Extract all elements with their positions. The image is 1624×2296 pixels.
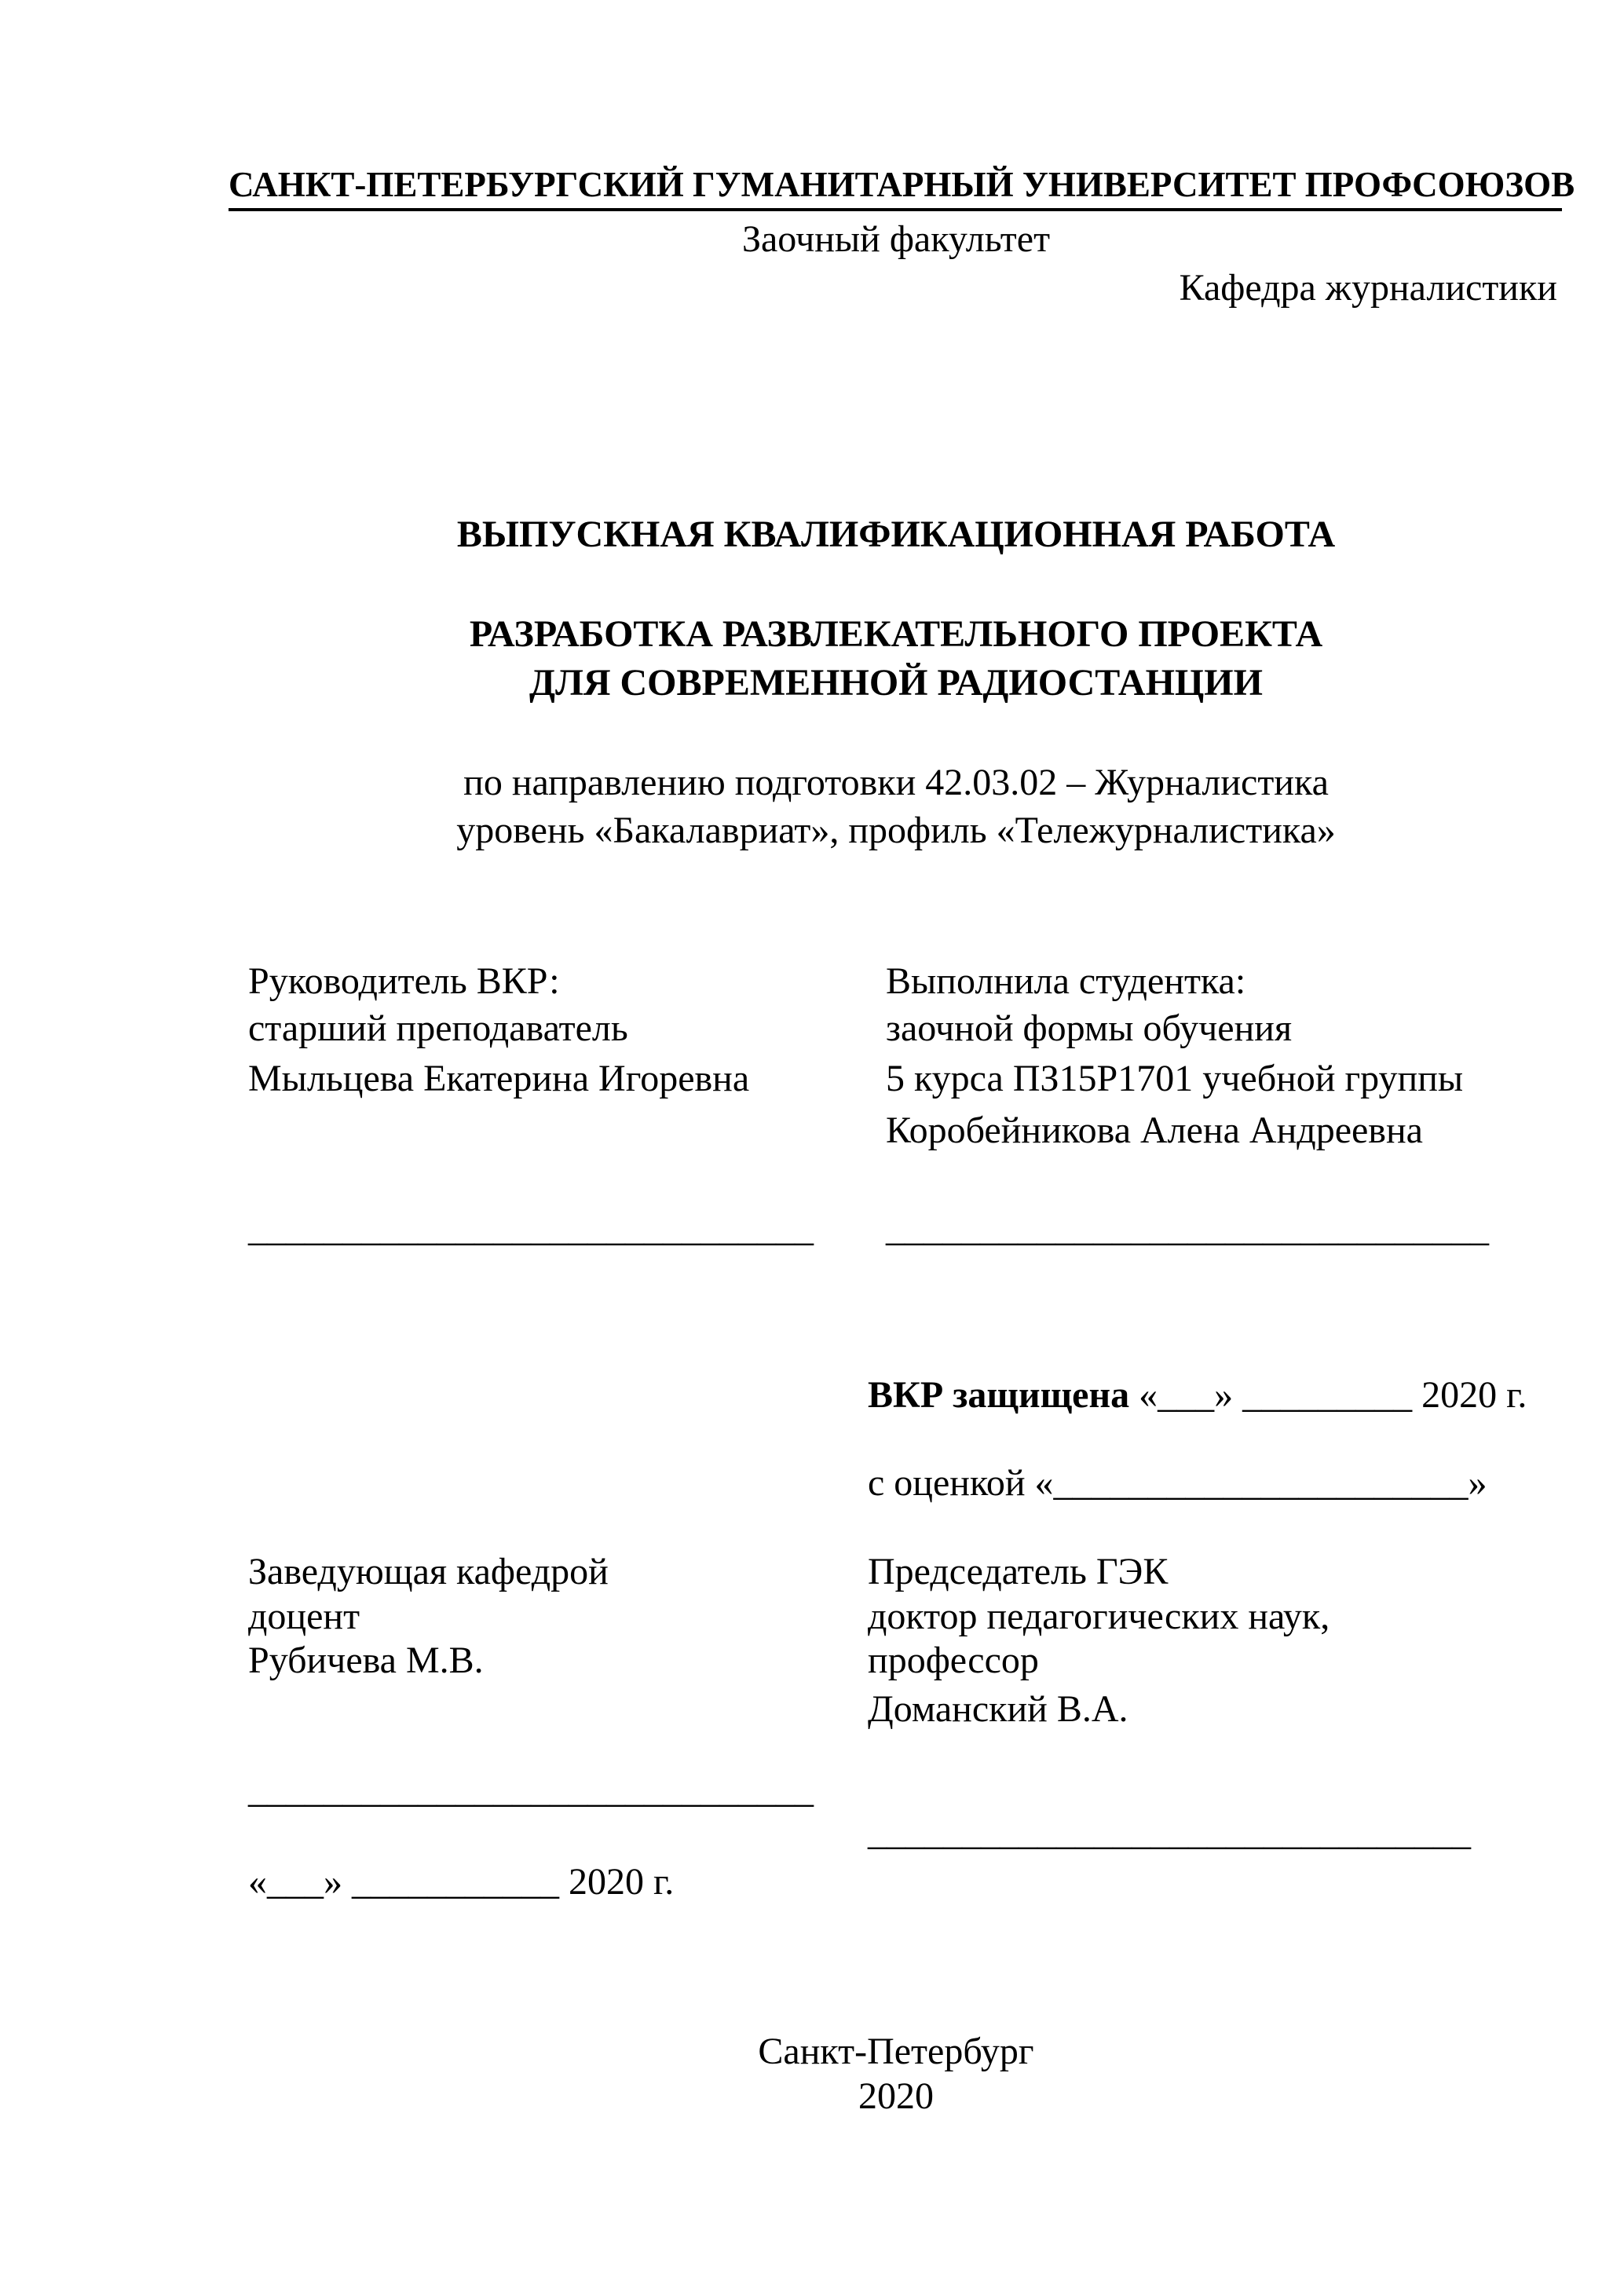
head-name: Рубичева М.В. bbox=[248, 1640, 484, 1681]
head-label: Заведующая кафедрой bbox=[248, 1551, 609, 1592]
head-signature-line: ______________________________ bbox=[248, 1769, 814, 1811]
supervisor-signature-line: ______________________________ bbox=[248, 1208, 814, 1249]
header-divider bbox=[229, 208, 1562, 211]
topic-line-2: ДЛЯ СОВРЕМЕННОЙ РАДИОСТАНЦИИ bbox=[529, 662, 1263, 704]
student-name: Коробейникова Алена Андреевна bbox=[886, 1110, 1423, 1151]
chairman-label: Председатель ГЭК bbox=[868, 1551, 1169, 1592]
student-form: заочной формы обучения bbox=[886, 1007, 1293, 1049]
supervisor-name: Мыльцева Екатерина Игоревна bbox=[248, 1058, 750, 1099]
work-type-title: ВЫПУСКНАЯ КВАЛИФИКАЦИОННАЯ РАБОТА bbox=[456, 514, 1336, 555]
supervisor-label: Руководитель ВКР: bbox=[248, 960, 560, 1002]
university-name: САНКТ-ПЕТЕРБУРГСКИЙ ГУМАНИТАРНЫЙ УНИВЕРСИТЕТ ПРОФСОЮЗОВ bbox=[229, 165, 1575, 204]
chairman-position: профессор bbox=[868, 1640, 1039, 1681]
head-signature-date: «___» ___________ 2020 г. bbox=[248, 1861, 675, 1903]
chairman-degree: доктор педагогических наук, bbox=[868, 1596, 1330, 1637]
department: Кафедра журналистики bbox=[1179, 267, 1557, 309]
student-signature-line: ________________________________ bbox=[886, 1208, 1489, 1249]
head-position: доцент bbox=[248, 1596, 360, 1637]
defense-line bbox=[868, 1372, 1527, 1419]
chairman-signature-line: ________________________________ bbox=[868, 1812, 1471, 1853]
defense-grade: с оценкой «______________________» bbox=[868, 1462, 1487, 1504]
defense-label: ВКР защищена bbox=[868, 1374, 1130, 1416]
defense-date: «___» _________ 2020 г. bbox=[1129, 1374, 1527, 1416]
topic-line-1: РАЗРАБОТКА РАЗВЛЕКАТЕЛЬНОГО ПРОЕКТА bbox=[469, 613, 1323, 655]
city: Санкт-Петербург bbox=[758, 2031, 1034, 2072]
year: 2020 bbox=[858, 2075, 934, 2117]
level: уровень «Бакалавриат», профиль «Тележурналистика» bbox=[456, 810, 1336, 851]
direction: по направлению подготовки 42.03.02 – Журналистика bbox=[463, 762, 1329, 803]
student-label: Выполнила студентка: bbox=[886, 960, 1246, 1002]
student-group: 5 курса ПЗ15Р1701 учебной группы bbox=[886, 1058, 1464, 1099]
chairman-name: Доманский В.А. bbox=[868, 1688, 1128, 1730]
faculty: Заочный факультет bbox=[741, 218, 1051, 260]
supervisor-position: старший преподаватель bbox=[248, 1007, 628, 1049]
